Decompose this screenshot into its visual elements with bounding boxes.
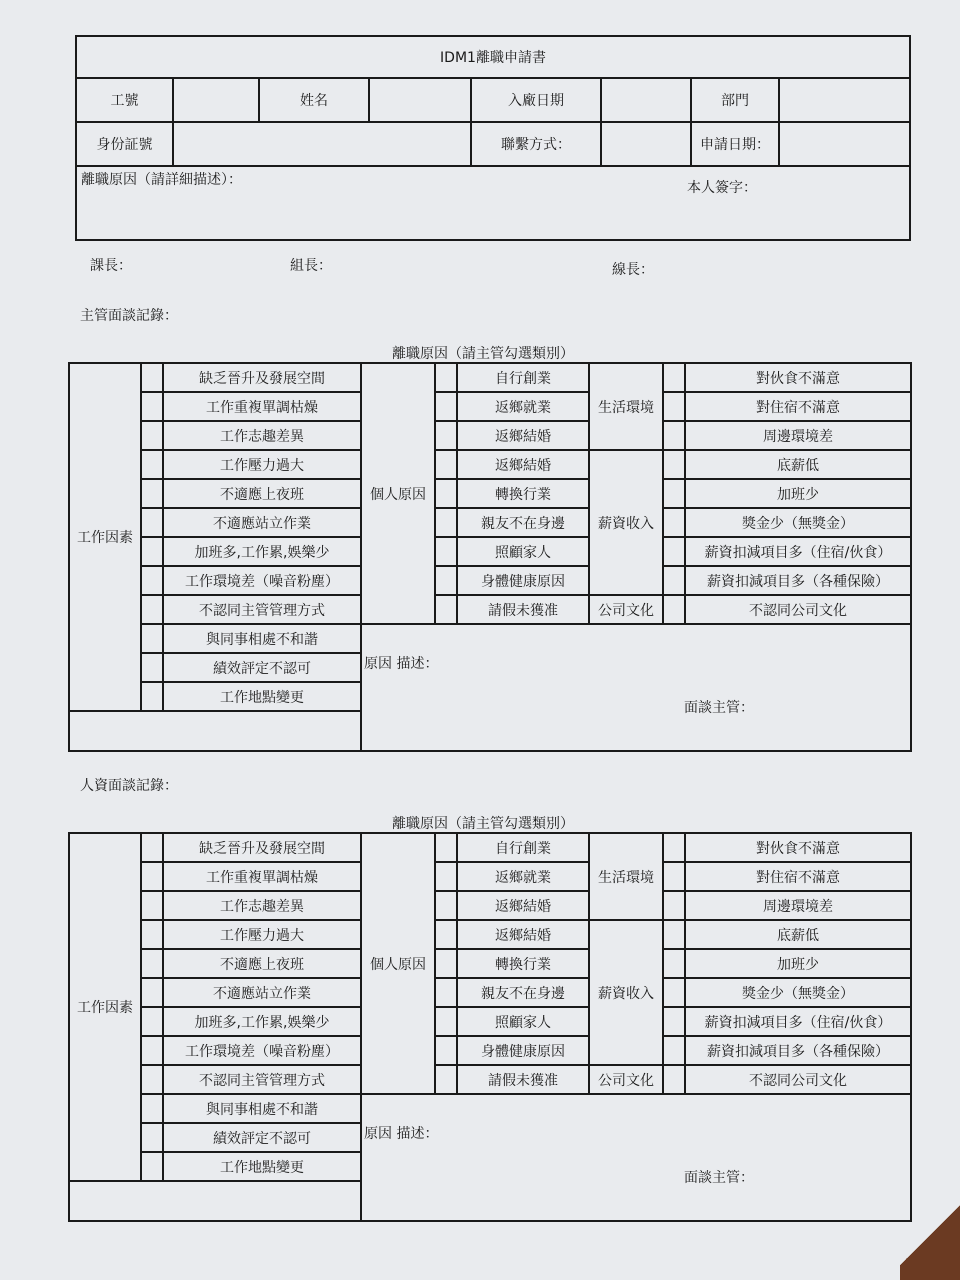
reason-item: 自行創業 xyxy=(457,363,589,392)
checkbox[interactable] xyxy=(435,508,457,537)
section-chief-label: 課長： xyxy=(90,258,132,274)
reason-item: 不適應站立作業 xyxy=(163,508,361,537)
checkbox[interactable] xyxy=(435,833,457,862)
reason-item: 請假未獲准 xyxy=(457,595,589,624)
blank-cell xyxy=(69,1181,361,1221)
reason-item: 返鄉結婚 xyxy=(457,920,589,949)
reason-item: 薪資扣減項目多（住宿/伙食） xyxy=(685,537,911,566)
table-row xyxy=(69,978,911,1007)
checkbox[interactable] xyxy=(663,833,685,862)
reason-item: 獎金少（無獎金） xyxy=(685,978,911,1007)
checkbox[interactable] xyxy=(663,949,685,978)
reason-description-label: 原因 描述： xyxy=(364,1126,439,1142)
living-env-category: 生活環境 xyxy=(589,363,663,450)
table-row xyxy=(69,949,911,978)
reason-item: 不認同主管管理方式 xyxy=(163,595,361,624)
blank-cell xyxy=(69,711,361,751)
reason-item: 獎金少（無獎金） xyxy=(685,508,911,537)
table-row xyxy=(69,595,911,624)
salary-category: 薪資收入 xyxy=(589,920,663,1065)
work-factor-category: 工作因素 xyxy=(69,833,141,1181)
reason-item: 薪資扣減項目多（住宿/伙食） xyxy=(685,1007,911,1036)
checkbox[interactable] xyxy=(435,421,457,450)
checkbox[interactable] xyxy=(141,537,163,566)
checkbox[interactable] xyxy=(141,450,163,479)
checkbox[interactable] xyxy=(141,363,163,392)
department-label: 部門 xyxy=(691,78,779,122)
contact-field[interactable] xyxy=(601,122,691,166)
apply-date-label: 申請日期： xyxy=(691,122,779,166)
reason-item: 工作環境差（噪音粉塵） xyxy=(163,566,361,595)
reason-item: 績效評定不認可 xyxy=(163,653,361,682)
checkbox[interactable] xyxy=(663,537,685,566)
checkbox[interactable] xyxy=(141,682,163,711)
signature-label: 本人簽字： xyxy=(687,180,757,196)
checkbox[interactable] xyxy=(435,920,457,949)
checkbox[interactable] xyxy=(435,1007,457,1036)
reason-item: 與同事相處不和諧 xyxy=(163,1094,361,1123)
reason-item: 工作志趣差異 xyxy=(163,891,361,920)
checkbox[interactable] xyxy=(435,392,457,421)
checkbox[interactable] xyxy=(663,392,685,421)
checkbox[interactable] xyxy=(141,595,163,624)
id-no-label: 身份証號 xyxy=(76,122,173,166)
reason-item: 周邊環境差 xyxy=(685,421,911,450)
reason-item: 不適應上夜班 xyxy=(163,479,361,508)
name-label: 姓名 xyxy=(259,78,369,122)
reason-item: 不適應上夜班 xyxy=(163,949,361,978)
reason-item: 加班少 xyxy=(685,949,911,978)
table-row xyxy=(69,1007,911,1036)
checkbox[interactable] xyxy=(141,891,163,920)
checkbox[interactable] xyxy=(663,1065,685,1094)
table-row xyxy=(69,508,911,537)
table-row xyxy=(69,624,911,653)
checkbox[interactable] xyxy=(141,1065,163,1094)
checkbox[interactable] xyxy=(663,862,685,891)
checkbox[interactable] xyxy=(435,595,457,624)
reason-checklist-table xyxy=(68,362,912,752)
checkbox[interactable] xyxy=(435,537,457,566)
checkbox[interactable] xyxy=(663,920,685,949)
checkbox[interactable] xyxy=(141,1123,163,1152)
reason-item: 工作壓力過大 xyxy=(163,920,361,949)
reason-item: 對住宿不滿意 xyxy=(685,862,911,891)
checkbox[interactable] xyxy=(663,595,685,624)
checkbox[interactable] xyxy=(663,450,685,479)
reason-item: 底薪低 xyxy=(685,920,911,949)
reason-item: 不認同公司文化 xyxy=(685,1065,911,1094)
reason-description-field[interactable] xyxy=(361,1094,911,1221)
reason-item: 工作地點變更 xyxy=(163,1152,361,1181)
apply-date-field[interactable] xyxy=(779,122,910,166)
table-row xyxy=(69,1094,911,1123)
table-row xyxy=(69,566,911,595)
checkbox[interactable] xyxy=(141,978,163,1007)
employee-no-label: 工號 xyxy=(76,78,173,122)
checkbox[interactable] xyxy=(141,1036,163,1065)
reason-item: 返鄉結婚 xyxy=(457,421,589,450)
reason-item: 工作志趣差異 xyxy=(163,421,361,450)
living-env-category: 生活環境 xyxy=(589,833,663,920)
checkbox[interactable] xyxy=(141,833,163,862)
checkbox[interactable] xyxy=(141,479,163,508)
reason-description-field[interactable] xyxy=(361,624,911,751)
table-row xyxy=(69,1036,911,1065)
checkbox[interactable] xyxy=(141,949,163,978)
personal-reason-category: 個人原因 xyxy=(361,363,435,624)
reason-item: 工作環境差（噪音粉塵） xyxy=(163,1036,361,1065)
reason-category-subtitle: 離職原因（請主管勾選類別） xyxy=(392,346,574,362)
table-row xyxy=(69,891,911,920)
reason-item: 請假未獲准 xyxy=(457,1065,589,1094)
reason-item: 加班少 xyxy=(685,479,911,508)
checkbox[interactable] xyxy=(141,1094,163,1123)
checkbox[interactable] xyxy=(141,1152,163,1181)
checkbox[interactable] xyxy=(435,363,457,392)
table-row xyxy=(69,537,911,566)
reason-item: 加班多,工作累,娛樂少 xyxy=(163,537,361,566)
checkbox[interactable] xyxy=(663,508,685,537)
checkbox[interactable] xyxy=(141,862,163,891)
reason-item: 底薪低 xyxy=(685,450,911,479)
table-row xyxy=(69,1065,911,1094)
work-factor-category: 工作因素 xyxy=(69,363,141,711)
reason-item: 親友不在身邊 xyxy=(457,978,589,1007)
application-header-table xyxy=(75,35,911,241)
checkbox[interactable] xyxy=(141,653,163,682)
reason-item: 身體健康原因 xyxy=(457,566,589,595)
reason-item: 返鄉就業 xyxy=(457,862,589,891)
reason-item: 轉換行業 xyxy=(457,949,589,978)
reason-item: 工作重複單調枯燥 xyxy=(163,862,361,891)
reason-item: 對伙食不滿意 xyxy=(685,833,911,862)
reason-category-subtitle: 離職原因（請主管勾選類別） xyxy=(392,816,574,832)
reason-item: 績效評定不認可 xyxy=(163,1123,361,1152)
table-row xyxy=(69,862,911,891)
checkbox[interactable] xyxy=(663,1036,685,1065)
reason-item: 對伙食不滿意 xyxy=(685,363,911,392)
id-no-field[interactable] xyxy=(173,122,471,166)
reason-item: 薪資扣減項目多（各種保險） xyxy=(685,1036,911,1065)
table-row xyxy=(69,920,911,949)
personal-reason-category: 個人原因 xyxy=(361,833,435,1094)
reason-item: 照顧家人 xyxy=(457,537,589,566)
reason-item: 對住宿不滿意 xyxy=(685,392,911,421)
checkbox[interactable] xyxy=(663,566,685,595)
salary-category: 薪資收入 xyxy=(589,450,663,595)
reason-item: 返鄉結婚 xyxy=(457,450,589,479)
section-title: 人資面談記錄： xyxy=(80,778,178,794)
reason-item: 工作地點變更 xyxy=(163,682,361,711)
reason-item: 親友不在身邊 xyxy=(457,508,589,537)
reason-item: 工作重複單調枯燥 xyxy=(163,392,361,421)
table-row xyxy=(69,392,911,421)
table-row xyxy=(69,450,911,479)
checkbox[interactable] xyxy=(435,566,457,595)
checkbox[interactable] xyxy=(663,1007,685,1036)
reason-item: 與同事相處不和諧 xyxy=(163,624,361,653)
reason-item: 照顧家人 xyxy=(457,1007,589,1036)
resignation-reason-label: 離職原因（請詳細描述）： xyxy=(81,172,242,188)
contact-label: 聯繫方式： xyxy=(471,122,601,166)
reason-item: 返鄉就業 xyxy=(457,392,589,421)
group-leader-label: 組長： xyxy=(290,258,332,274)
interviewer-label: 面談主管： xyxy=(684,700,754,716)
reason-item: 不認同公司文化 xyxy=(685,595,911,624)
checkbox[interactable] xyxy=(663,479,685,508)
employee-no-field[interactable] xyxy=(173,78,259,122)
form-title: IDM1離職申請書 xyxy=(76,36,910,78)
interviewer-label: 面談主管： xyxy=(684,1170,754,1186)
reason-item: 轉換行業 xyxy=(457,479,589,508)
checkbox[interactable] xyxy=(141,1007,163,1036)
checkbox[interactable] xyxy=(435,479,457,508)
checkbox[interactable] xyxy=(663,891,685,920)
checkbox[interactable] xyxy=(141,421,163,450)
checkbox[interactable] xyxy=(141,392,163,421)
checkbox[interactable] xyxy=(435,862,457,891)
checkbox[interactable] xyxy=(435,978,457,1007)
reason-item: 不認同主管管理方式 xyxy=(163,1065,361,1094)
checkbox[interactable] xyxy=(141,624,163,653)
checkbox[interactable] xyxy=(435,891,457,920)
table-row xyxy=(69,833,911,862)
checkbox[interactable] xyxy=(663,421,685,450)
table-row xyxy=(69,363,911,392)
department-field[interactable] xyxy=(779,78,910,122)
reason-item: 缺乏晉升及發展空間 xyxy=(163,363,361,392)
hire-date-label: 入廠日期 xyxy=(471,78,601,122)
reason-item: 不適應站立作業 xyxy=(163,978,361,1007)
checkbox[interactable] xyxy=(141,920,163,949)
reason-item: 自行創業 xyxy=(457,833,589,862)
checkbox[interactable] xyxy=(663,978,685,1007)
reason-item: 周邊環境差 xyxy=(685,891,911,920)
culture-category: 公司文化 xyxy=(589,1065,663,1094)
checkbox[interactable] xyxy=(663,363,685,392)
checkbox[interactable] xyxy=(435,1036,457,1065)
checkbox[interactable] xyxy=(141,508,163,537)
reason-item: 工作壓力過大 xyxy=(163,450,361,479)
reason-description-label: 原因 描述： xyxy=(364,656,439,672)
reason-item: 身體健康原因 xyxy=(457,1036,589,1065)
checkbox[interactable] xyxy=(141,566,163,595)
resignation-reason-field[interactable] xyxy=(76,166,910,240)
checkbox[interactable] xyxy=(435,1065,457,1094)
name-field[interactable] xyxy=(369,78,471,122)
line-leader-label: 線長： xyxy=(612,262,654,278)
reason-item: 薪資扣減項目多（各種保險） xyxy=(685,566,911,595)
table-row xyxy=(69,421,911,450)
table-row xyxy=(69,479,911,508)
reason-item: 缺乏晉升及發展空間 xyxy=(163,833,361,862)
section-title: 主管面談記錄： xyxy=(80,308,178,324)
checkbox[interactable] xyxy=(435,949,457,978)
hire-date-field[interactable] xyxy=(601,78,691,122)
checkbox[interactable] xyxy=(435,450,457,479)
reason-checklist-table xyxy=(68,832,912,1222)
reason-item: 返鄉結婚 xyxy=(457,891,589,920)
culture-category: 公司文化 xyxy=(589,595,663,624)
reason-item: 加班多,工作累,娛樂少 xyxy=(163,1007,361,1036)
